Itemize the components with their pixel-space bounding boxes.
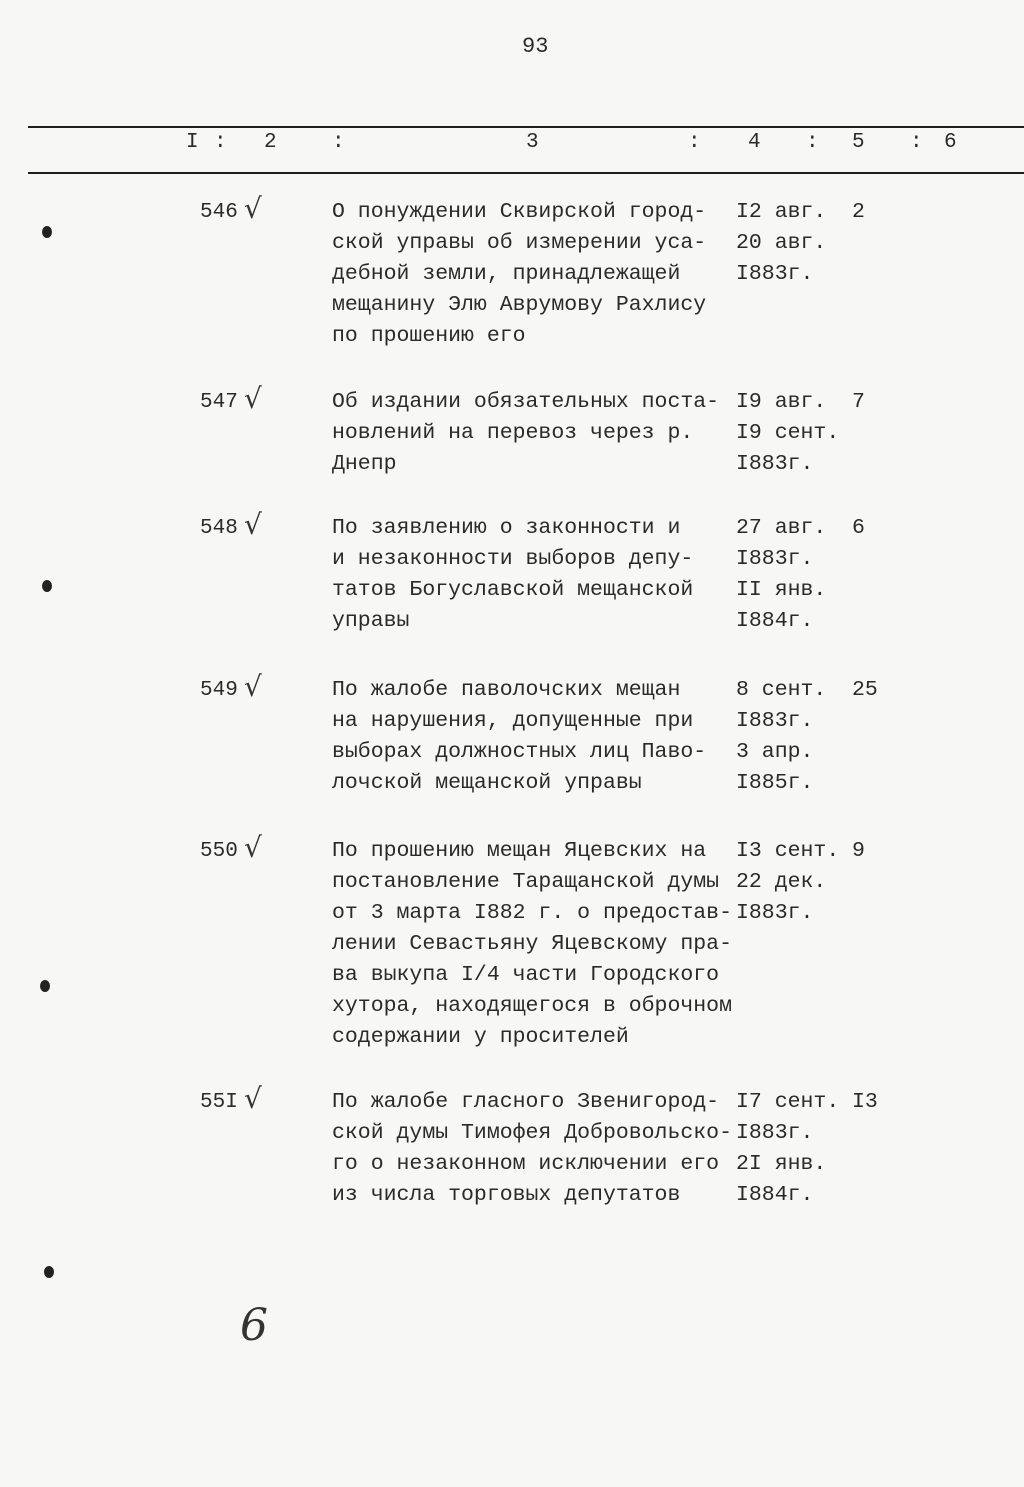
column-header: 5 — [852, 131, 865, 154]
entry-date-line: 3 апр. — [736, 740, 814, 764]
entry-date-line: I9 авг. — [736, 390, 827, 414]
column-header: 2 — [264, 131, 277, 154]
checkmark-icon: √ — [244, 508, 262, 541]
entry-date-line: I883г. — [736, 1121, 814, 1145]
entry-title-line: лении Севастьяну Яцевскому пра- — [332, 932, 732, 956]
entry-sheet-count: I3 — [852, 1090, 878, 1114]
entry-date-line: 22 дек. — [736, 870, 827, 894]
column-separator: : — [910, 131, 923, 154]
entry-title-line: ской управы об измерении уса- — [332, 231, 707, 255]
entry-title-line: Днепр — [332, 452, 397, 476]
entry-title-line: по прошению его — [332, 324, 526, 348]
entry-sheet-count: 7 — [852, 390, 865, 414]
entry-date-line: I884г. — [736, 1183, 814, 1207]
entry-title-line: Об издании обязательных поста- — [332, 390, 720, 414]
entry-title-line: лочской мещанской управы — [332, 771, 642, 795]
column-separator: : — [214, 131, 227, 154]
punch-hole-mark — [40, 980, 50, 992]
entry-sheet-count: 2 — [852, 200, 865, 224]
entry-title-line: О понуждении Сквирской город- — [332, 200, 707, 224]
page-number: 93 — [522, 34, 549, 59]
entry-title-line: По жалобе гласного Звенигород- — [332, 1090, 720, 1114]
entry-date-line: 2I янв. — [736, 1152, 827, 1176]
entry-title-line: на нарушения, допущенные при — [332, 709, 694, 733]
entry-sheet-count: 25 — [852, 678, 878, 702]
entry-title-line: По прошению мещан Яцевских на — [332, 839, 707, 863]
entry-date-line: I2 авг. — [736, 200, 827, 224]
entry-title-line: По заявлению о законности и — [332, 516, 681, 540]
entry-date-line: I883г. — [736, 901, 814, 925]
punch-hole-mark — [42, 580, 52, 592]
entry-title-line: управы — [332, 609, 410, 633]
entry-title-line: ской думы Тимофея Добровольско- — [332, 1121, 732, 1145]
entry-title-line: выборах должностных лиц Паво- — [332, 740, 707, 764]
entry-title-line: дебной земли, принадлежащей — [332, 262, 681, 286]
entry-title-line: от 3 марта I882 г. о предостав- — [332, 901, 732, 925]
entry-title-line: мещанину Элю Аврумову Рахлису — [332, 293, 707, 317]
entry-date-line: 20 авг. — [736, 231, 827, 255]
entry-date-line: I3 сент. — [736, 839, 840, 863]
checkmark-icon: √ — [244, 831, 262, 864]
header-top-rule — [28, 126, 1024, 128]
entry-number: 549 — [200, 679, 238, 702]
entry-number: 55I — [200, 1091, 238, 1114]
entry-title-line: постановление Таращанской думы — [332, 870, 720, 894]
checkmark-icon: √ — [244, 192, 262, 225]
column-header: 3 — [526, 131, 539, 154]
entry-date-line: I885г. — [736, 771, 814, 795]
entry-date-line: I883г. — [736, 452, 814, 476]
entry-sheet-count: 6 — [852, 516, 865, 540]
entry-date-line: I883г. — [736, 262, 814, 286]
entry-date-line: I7 сент. — [736, 1090, 840, 1114]
punch-hole-mark — [44, 1266, 54, 1278]
column-header: 6 — [944, 131, 957, 154]
entry-number: 547 — [200, 391, 238, 414]
checkmark-icon: √ — [244, 1082, 262, 1115]
column-separator: : — [332, 131, 345, 154]
column-header: I — [186, 131, 199, 154]
entry-number: 548 — [200, 517, 238, 540]
entry-date-line: I884г. — [736, 609, 814, 633]
entry-number: 546 — [200, 201, 238, 224]
punch-hole-mark — [42, 226, 52, 238]
column-separator: : — [688, 131, 701, 154]
entry-title-line: новлений на перевоз через р. — [332, 421, 694, 445]
entry-date-line: I883г. — [736, 547, 814, 571]
entry-title-line: из числа торговых депутатов — [332, 1183, 681, 1207]
entry-title-line: хутора, находящегося в оброчном — [332, 994, 732, 1018]
entry-date-line: I883г. — [736, 709, 814, 733]
entry-title-line: татов Богуславской мещанской — [332, 578, 694, 602]
entry-title-line: го о незаконном исключении его — [332, 1152, 720, 1176]
entry-number: 550 — [200, 840, 238, 863]
column-separator: : — [806, 131, 819, 154]
entry-title-line: По жалобе паволочских мещан — [332, 678, 681, 702]
entry-sheet-count: 9 — [852, 839, 865, 863]
checkmark-icon: √ — [244, 382, 262, 415]
entry-date-line: 27 авг. — [736, 516, 827, 540]
header-bottom-rule — [28, 172, 1024, 174]
column-header: 4 — [748, 131, 761, 154]
entry-date-line: 8 сент. — [736, 678, 827, 702]
handwritten-note: 6 — [240, 1300, 268, 1351]
entry-title-line: ва выкупа I/4 части Городского — [332, 963, 720, 987]
checkmark-icon: √ — [244, 670, 262, 703]
entry-date-line: I9 сент. — [736, 421, 840, 445]
entry-title-line: содержании у просителей — [332, 1025, 629, 1049]
entry-date-line: II янв. — [736, 578, 827, 602]
entry-title-line: и незаконности выборов депу- — [332, 547, 694, 571]
